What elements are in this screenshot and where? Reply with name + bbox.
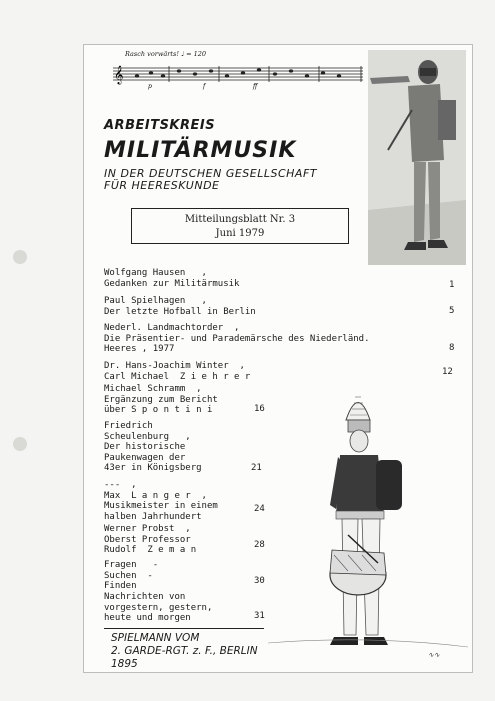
- toc-page-number: 16: [254, 404, 265, 414]
- toc-page-number: 21: [251, 463, 262, 473]
- toc-line: Heeres , 1977: [104, 344, 175, 354]
- toc-entry: [104, 323, 370, 355]
- bugler-illustration: [368, 50, 466, 265]
- illustration-caption: [111, 632, 258, 671]
- toc-line: Ergänzung zum Bericht: [104, 394, 218, 405]
- toc-entry: [104, 421, 202, 474]
- caption-rule: [104, 628, 264, 629]
- toc-line: Finden: [104, 581, 137, 591]
- toc-line: Oberst Professor: [104, 534, 191, 545]
- toc-entry: [104, 524, 196, 556]
- toc-line: Paukenwagen der: [104, 452, 186, 463]
- toc-entry: [104, 361, 250, 382]
- toc-line: Dr. Hans-Joachim Winter ,: [104, 361, 245, 371]
- toc-line: über S p o n t i n i: [104, 405, 213, 415]
- header-arbeitskreis: ARBEITSKREIS: [104, 118, 216, 133]
- toc-page-number: 5: [449, 306, 455, 316]
- caption-line2: 2. GARDE-RGT. z. F., BERLIN: [111, 645, 258, 657]
- punch-hole-bottom: [13, 437, 27, 451]
- toc-entry: [104, 296, 256, 317]
- toc-line: Michael Schramm ,: [104, 384, 202, 394]
- toc-line: Fragen -: [104, 560, 159, 570]
- svg-text:ff: ff: [253, 83, 258, 90]
- toc-entry: [104, 480, 218, 522]
- toc-line: Der letzte Hofball in Berlin: [104, 306, 256, 317]
- toc-line: Carl Michael Z i e h r e r: [104, 371, 251, 382]
- header-subtitle-line2: FÜR HEERESKUNDE: [104, 179, 220, 192]
- toc-line: Musikmeister in einem: [104, 501, 218, 511]
- header-militaermusik: MILITÄRMUSIK: [104, 138, 297, 163]
- music-staff-illustration: [113, 56, 363, 90]
- toc-line: 43er in Königsberg: [104, 463, 202, 473]
- toc-line: vorgestern, gestern,: [104, 602, 213, 613]
- toc-entry: [104, 268, 239, 289]
- toc-line: Friedrich: [104, 421, 153, 431]
- toc-entry: [104, 384, 218, 416]
- caption-line1: SPIELMANN VOM: [111, 632, 200, 644]
- toc-page-number: 12: [442, 367, 453, 377]
- toc-line: halben Jahrhundert: [104, 511, 202, 522]
- header-subtitle: [104, 168, 344, 192]
- toc-line: Max L a n g e r ,: [104, 490, 207, 501]
- toc-line: Werner Probst ,: [104, 524, 191, 534]
- header-subtitle-line1: IN DER DEUTSCHEN GESELLSCHAFT: [104, 167, 317, 180]
- toc-page-number: 8: [449, 343, 455, 353]
- toc-line: Suchen -: [104, 570, 153, 581]
- toc-entry: [104, 592, 212, 624]
- toc-line: Paul Spielhagen ,: [104, 296, 207, 306]
- toc-line: Nachrichten von: [104, 592, 186, 602]
- toc-entry: [104, 560, 158, 592]
- caption-line3: 1895: [111, 658, 138, 670]
- drummer-illustration: [268, 385, 468, 670]
- toc-page-number: 1: [449, 280, 455, 290]
- toc-page-number: 30: [254, 576, 265, 586]
- toc-line: Scheulenburg ,: [104, 431, 191, 442]
- toc-line: Gedanken zur Militärmusik: [104, 278, 240, 289]
- toc-page-number: 31: [254, 611, 265, 621]
- tempo-marking: Rasch vorwärts! ♩ = 120: [125, 50, 207, 58]
- toc-page-number: 28: [254, 540, 265, 550]
- toc-line: heute und morgen: [104, 613, 191, 623]
- toc-line: Der historische: [104, 442, 186, 452]
- svg-text:∿∿: ∿∿: [428, 651, 440, 659]
- svg-text:p: p: [148, 83, 152, 90]
- bulletin-box: [131, 208, 349, 244]
- bulletin-date: Juni 1979: [215, 228, 265, 239]
- punch-hole-top: [13, 250, 27, 264]
- toc-line: Die Präsentier- und Parademärsche des Niederländ.: [104, 333, 370, 344]
- toc-line: Rudolf Z e m a n: [104, 545, 197, 555]
- toc-line: --- ,: [104, 480, 137, 490]
- bulletin-title: Mitteilungsblatt Nr. 3: [184, 214, 296, 225]
- svg-text:f: f: [203, 83, 206, 90]
- toc-page-number: 24: [254, 504, 265, 514]
- toc-line: Wolfgang Hausen ,: [104, 268, 207, 278]
- toc-line: Nederl. Landmachtorder ,: [104, 323, 240, 333]
- svg-text:𝄞: 𝄞: [114, 65, 124, 84]
